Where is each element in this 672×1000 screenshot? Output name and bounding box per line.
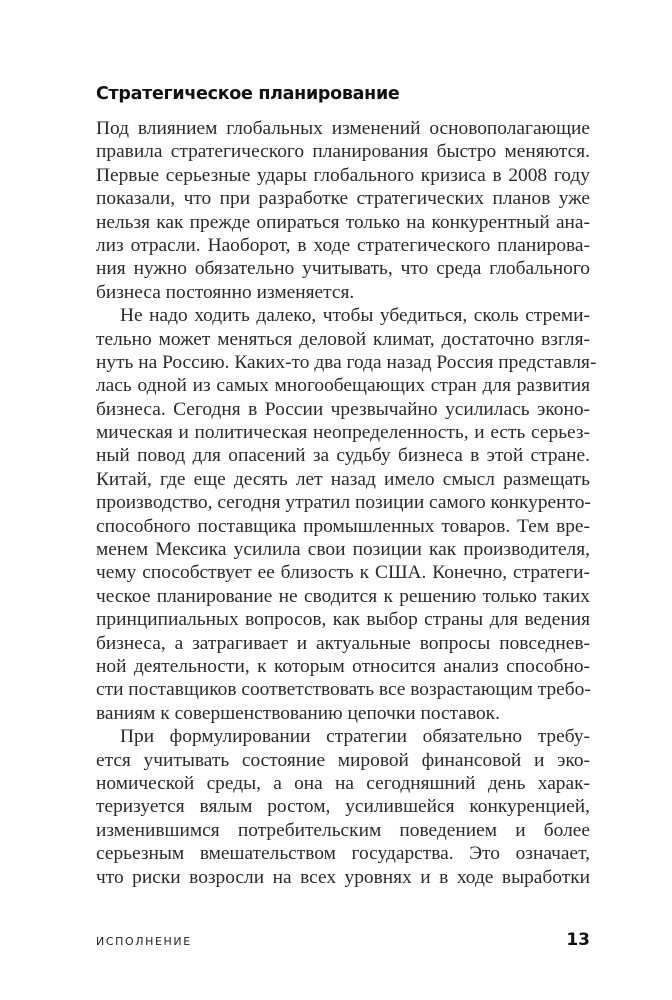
running-footer-title: ИСПОЛНЕНИЕ [96,935,192,948]
paragraph [96,304,597,725]
text-line: нуть на Россию. Каких-то два года назад Россия представля- [96,351,597,373]
text-line: ваниям к совершенствованию цепочки поставок. [96,702,500,724]
section-heading: Стратегическое планирование [96,84,400,104]
text-line: ной деятельности, к которым относится анализ способно- [96,655,590,677]
text-line: Китай, где еще десять лет назад имело смысл размещать [96,468,590,490]
text-line: Не надо ходить далеко, чтобы убедиться, сколь стреми- [120,305,590,327]
text-line: ется учитывать состояние мировой финансовой и эко- [96,749,590,771]
text-line: ния нужно обязательно учитывать, что среда глобального [96,258,590,280]
text-line: серьезным вмешательством государства. Это означает, [96,843,590,865]
text-line: Первые серьезные удары глобального кризиса в 2008 году [96,164,590,186]
text-line: производство, сегодня утратил позиции самого конкуренто- [96,492,591,514]
text-line: тельно может меняться деловой климат, достаточно взгля- [96,328,590,350]
text-line: При формулировании стратегии обязательно требу- [120,726,590,748]
text-line: теризуется вялым ростом, усилившейся конкуренцией, [96,796,590,818]
paragraph [96,117,590,304]
text-line: мическая и политическая неопределенность, и есть серьез- [96,422,590,444]
text-line: ческое планирование не сводится к решению только таких [96,585,590,607]
text-line: что риски возросли на всех уровнях и в ходе выработки [96,866,590,888]
text-line: сти поставщиков соответствовать все возрастающим требо- [96,679,591,701]
text-line: лиз отрасли. Наоборот, в ходе стратегического планирова- [96,234,590,256]
text-line: бизнеса, а затрагивает и актуальные вопросы повседнев- [96,632,590,654]
text-line: нельзя как прежде опираться только на конкурентный ана- [96,211,590,233]
text-line: ный повод для опасений за судьбу бизнеса в этой стране. [96,445,590,467]
body-text [96,117,597,889]
text-line: способного поставщика промышленных товаров. Тем вре- [96,515,590,537]
text-line: бизнеса. Сегодня в России чрезвычайно усилилась эконо- [96,398,590,420]
text-line: менем Мексика усилила свои позиции как производителя, [96,539,590,561]
text-line: показали, что при разработке стратегических планов уже [96,188,590,210]
text-line: изменившимся потребительским поведением и более [96,819,590,841]
paragraph [96,725,590,889]
text-line: Под влиянием глобальных изменений основополагающие [96,118,590,139]
text-line: бизнеса постоянно изменяется. [96,281,355,303]
text-line: чему способствует ее близость к США. Конечно, стратеги- [96,562,590,584]
text-line: номической среды, а она на сегодняшний день харак- [96,772,590,794]
text-line: лась одной из самых многообещающих стран для развития [96,375,590,397]
text-line: правила стратегического планирования быстро меняются. [96,141,590,163]
page-number: 13 [566,930,590,950]
text-line: принципиальных вопросов, как выбор страны для ведения [96,609,590,631]
